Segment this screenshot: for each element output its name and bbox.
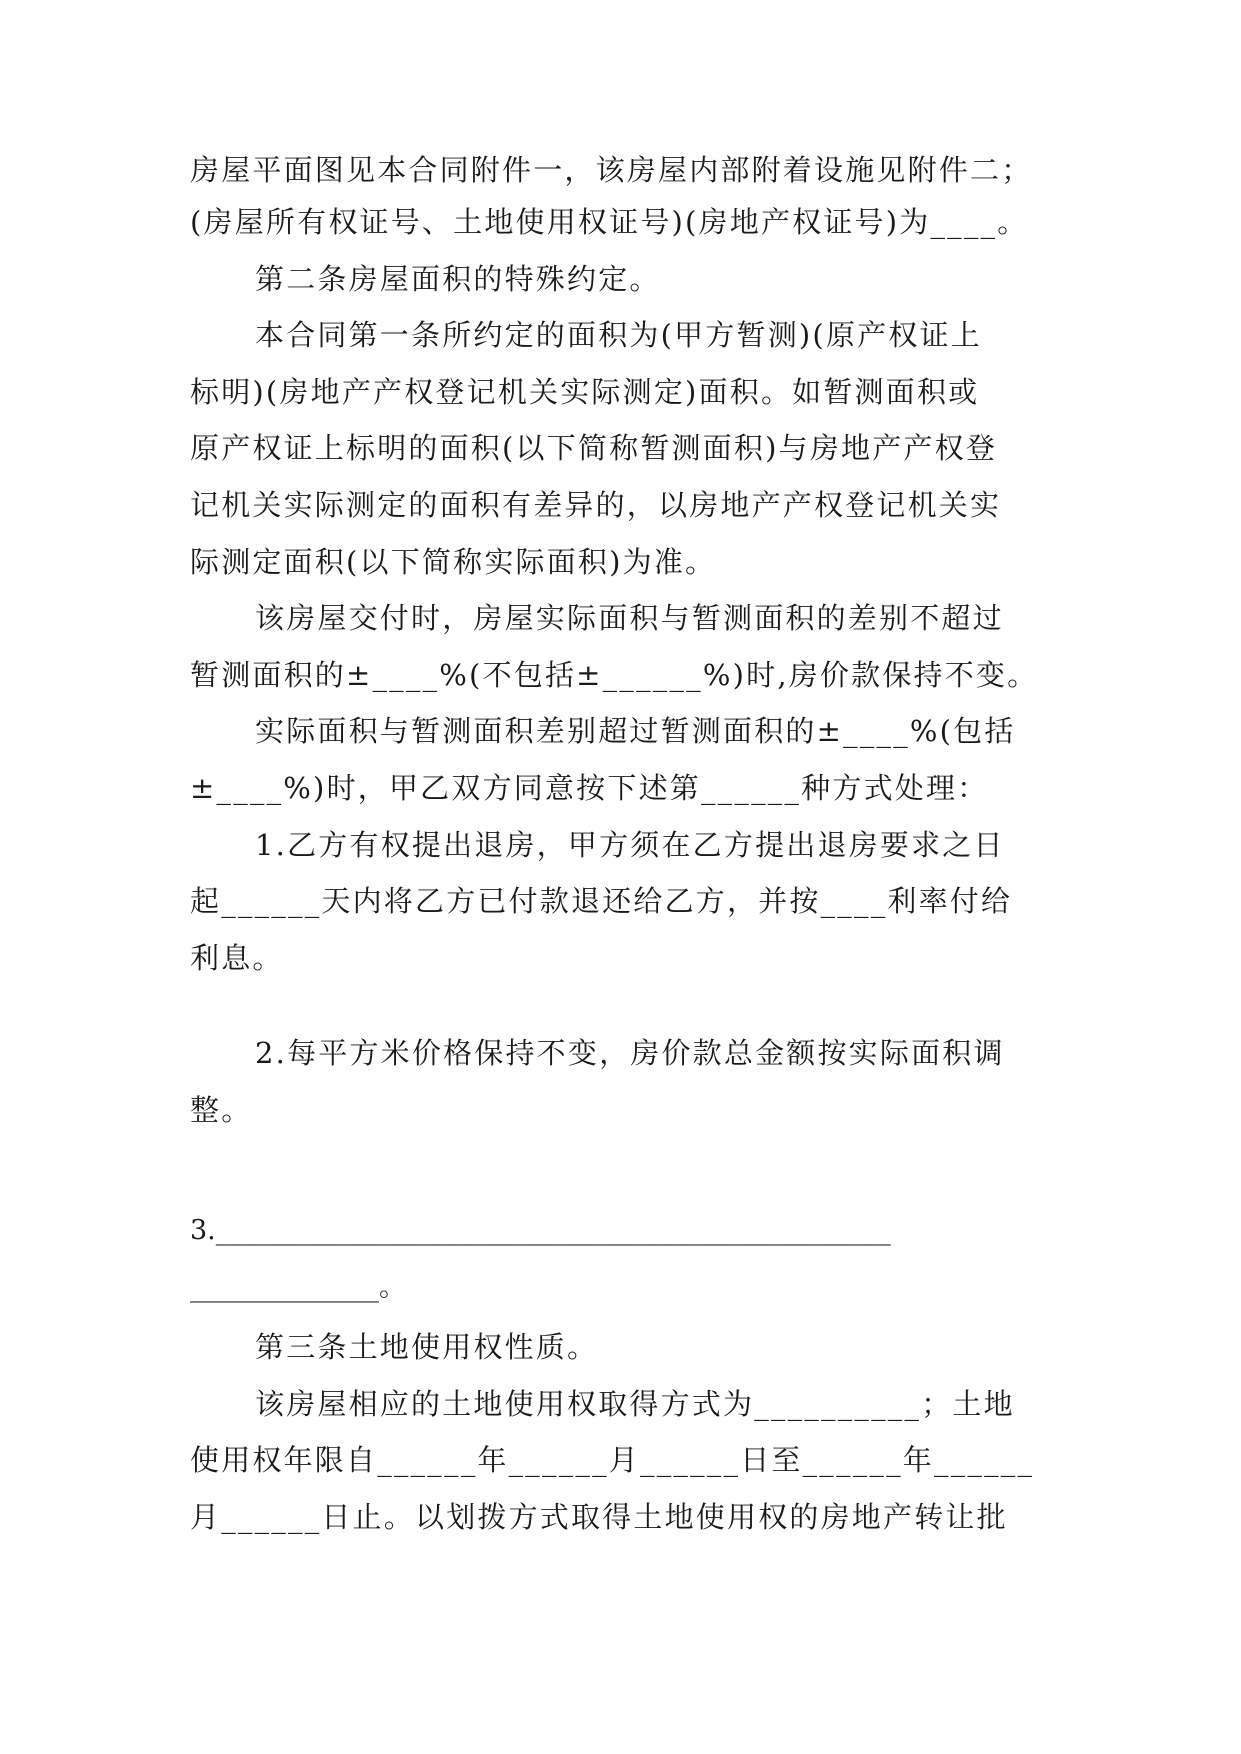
text-line: 房屋平面图见本合同附件一，该房屋内部附着设施见附件二； (190, 153, 1033, 187)
section-heading: 第二条房屋面积的特殊约定。 (255, 262, 661, 296)
text-line: 标明)(房地产产权登记机关实际测定)面积。如暂测面积或 (190, 375, 980, 409)
text-line: 本合同第一条所约定的面积为(甲方暂测)(原产权证上 (255, 318, 982, 352)
text-line: 整。 (190, 1093, 253, 1127)
text-line: 月______日止。以划拨方式取得土地使用权的房地产转让批 (190, 1500, 1008, 1534)
text-line: 该房屋相应的土地使用权取得方式为__________；土地 (255, 1387, 1015, 1421)
section-heading: 第三条土地使用权性质。 (255, 1330, 599, 1364)
text-line: 实际面积与暂测面积差别超过暂测面积的±____%(包括 (255, 714, 1016, 748)
text-line: 2.每平方米价格保持不变，房价款总金额按实际面积调 (255, 1036, 1005, 1070)
text-line: ±____%)时，甲乙双方同意按下述第______种方式处理： (190, 771, 989, 805)
text-line: (房屋所有权证号、土地使用权证号)(房地产权证号)为____。 (190, 205, 1029, 239)
text-line: 使用权年限自______年______月______日至______年______ (190, 1443, 1035, 1477)
text-line: 利息。 (190, 941, 284, 975)
text-line: 起______天内将乙方已付款退还给乙方，并按____利率付给 (190, 884, 1013, 918)
text-line: 际测定面积(以下简称实际面积)为准。 (190, 545, 717, 579)
text-line: ______________。 (190, 1272, 406, 1303)
text-line: 记机关实际测定的面积有差异的，以房地产产权登记机关实 (190, 488, 1002, 522)
text-line: 3.__________________________________________________ (190, 1215, 891, 1246)
text-line: 该房屋交付时，房屋实际面积与暂测面积的差别不超过 (255, 601, 1004, 635)
text-line: 暂测面积的±____%(不包括±______%)时,房价款保持不变。 (190, 658, 1039, 692)
text-line: 1.乙方有权提出退房，甲方须在乙方提出退房要求之日 (255, 828, 1005, 862)
text-line: 原产权证上标明的面积(以下简称暂测面积)与房地产产权登 (190, 431, 998, 465)
